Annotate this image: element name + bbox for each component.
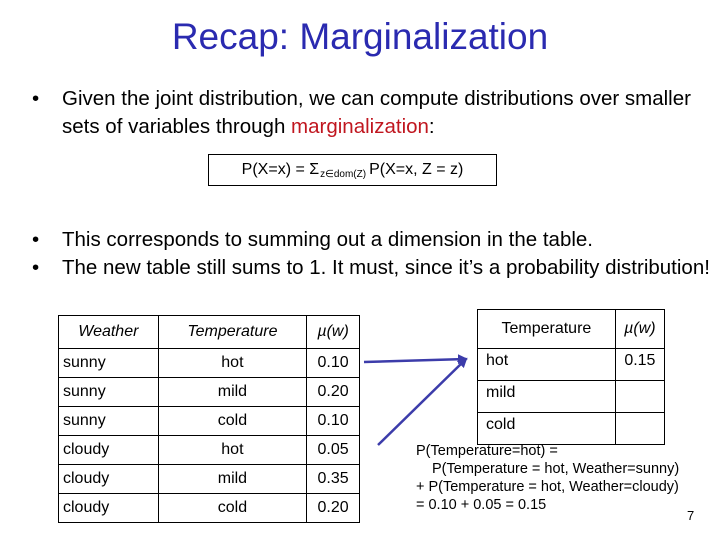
- temperature-cell: hot: [158, 349, 306, 378]
- table-header-row: [478, 310, 665, 349]
- bullet3-text: The new table still sums to 1. It must, since it’s a probability distribution!: [62, 256, 710, 279]
- calculation-line: + P(Temperature = hot, Weather=cloudy): [416, 479, 679, 495]
- page-number: 7: [687, 508, 695, 523]
- temperature-cell: mild: [478, 381, 616, 413]
- weather-cell: sunny: [59, 349, 159, 378]
- temperature-cell: mild: [158, 378, 306, 407]
- table-row: [478, 381, 665, 413]
- bullet1-colon: :: [428, 115, 435, 138]
- probability-cell: [615, 381, 664, 413]
- weather-cell: sunny: [59, 378, 159, 407]
- bullet-dot: •: [32, 228, 40, 251]
- table-row: [478, 413, 665, 445]
- probability-cell: 0.15: [615, 349, 664, 381]
- probability-cell: 0.35: [307, 465, 360, 494]
- probability-cell: 0.20: [307, 378, 360, 407]
- calculation-line: P(Temperature = hot, Weather=sunny): [432, 461, 680, 477]
- slide-title: Recap: Marginalization: [171, 16, 549, 57]
- bullet1-accent: marginalization: [291, 115, 429, 138]
- formula-subscript: z∈dom(Z): [320, 168, 367, 180]
- bullet1-text: Given the joint distribution, we can compute distributions over smaller sets of variables through: [62, 87, 691, 138]
- weather-cell: cloudy: [59, 494, 159, 523]
- calculation-line: = 0.10 + 0.05 = 0.15: [416, 497, 547, 513]
- probability-cell: [615, 413, 664, 445]
- marginalization-calculation: [416, 442, 679, 514]
- marginal-distribution-table: [477, 309, 665, 445]
- column-header-probability: µ(w): [615, 310, 664, 349]
- column-header-weather: Weather: [59, 316, 159, 349]
- formula-rhs: P(X=x, Z = z): [369, 161, 464, 178]
- column-header-temperature: Temperature: [158, 316, 306, 349]
- probability-cell: 0.10: [307, 407, 360, 436]
- temperature-cell: cold: [158, 407, 306, 436]
- weather-cell: cloudy: [59, 465, 159, 494]
- probability-cell: 0.10: [307, 349, 360, 378]
- weather-cell: cloudy: [59, 436, 159, 465]
- probability-cell: 0.05: [307, 436, 360, 465]
- column-header-probability: µ(w): [307, 316, 360, 349]
- temperature-cell: cold: [478, 413, 616, 445]
- temperature-cell: hot: [478, 349, 616, 381]
- table-row: [478, 349, 665, 381]
- bullet-dot: •: [32, 87, 40, 110]
- bullet2-text: This corresponds to summing out a dimension in the table.: [62, 228, 593, 251]
- temperature-cell: mild: [158, 465, 306, 494]
- formula-lhs: P(X=x) = Σ: [241, 161, 320, 178]
- probability-cell: 0.20: [307, 494, 360, 523]
- weather-cell: sunny: [59, 407, 159, 436]
- temperature-cell: cold: [158, 494, 306, 523]
- temperature-cell: hot: [158, 436, 306, 465]
- arrow-from-hot: [364, 359, 466, 362]
- bullet-dot: •: [32, 256, 40, 279]
- calculation-line: P(Temperature=hot) =: [416, 443, 558, 459]
- column-header-temperature: Temperature: [478, 310, 616, 349]
- arrow-to-hot: [378, 359, 466, 445]
